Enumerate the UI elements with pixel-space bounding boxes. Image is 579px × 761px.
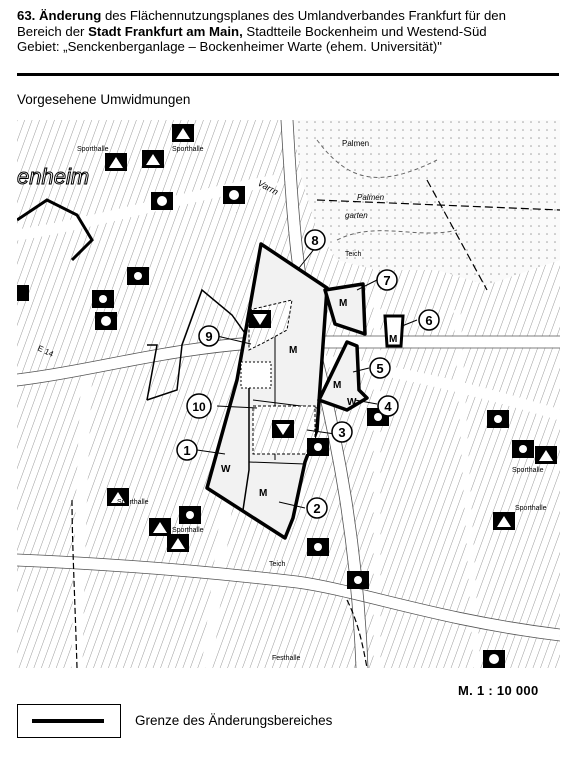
edge-symbol (17, 285, 29, 301)
sporthalle-label-2: Sporthalle (172, 146, 204, 153)
palmen-label: Palmen (342, 139, 370, 148)
sub-area-10 (241, 362, 271, 388)
header-line-3: Gebiet: „Senckenberganlage – Bockenheimer Warte (ehem. Universität)" (17, 39, 442, 54)
zone-letter-w1: W (221, 464, 231, 475)
zone-letter-m3: M (259, 488, 268, 499)
header-line-1-text: des Flächennutzungsplanes des Umlandverbandes Frankfurt für den (104, 8, 506, 23)
map-subtitle: Vorgesehene Umwidmungen (17, 92, 191, 107)
callout-2: 2 (313, 501, 321, 516)
map-svg (17, 120, 560, 668)
e14-label: E 14 (36, 343, 55, 359)
map-header (17, 8, 567, 55)
header-line-2 (17, 24, 567, 40)
callout-10: 10 (192, 400, 206, 414)
legend-symbol-box (17, 704, 121, 738)
sporthalle-label-1: Sporthalle (77, 146, 109, 153)
amendment-number: 63. (17, 8, 36, 23)
zone-letter-m2: M (333, 380, 342, 391)
map-area (17, 120, 560, 668)
sporthalle-label-3: Sporthalle (512, 467, 544, 474)
street-name-label: Varrn (256, 177, 280, 197)
festhalle-label: Festhalle (272, 655, 301, 662)
callout-8: 8 (311, 233, 319, 248)
legend-label: Grenze des Änderungsbereiches (135, 713, 333, 728)
palmengarten-label-b: garten (345, 211, 368, 220)
teich-label-2: Teich (269, 561, 286, 568)
zone-letter-m5: M (389, 334, 398, 345)
zone-letter-m4: M (339, 298, 348, 309)
callout-5: 5 (376, 361, 384, 376)
callout-4: 4 (384, 399, 392, 414)
sporthalle-label-6: Sporthalle (172, 527, 204, 534)
sporthalle-label-4: Sporthalle (515, 505, 547, 512)
zone-letter-w2: W (347, 397, 357, 408)
callout-9: 9 (205, 329, 213, 344)
header-bold-2: Stadt Frankfurt am Main, (88, 23, 243, 39)
header-bold-1: Änderung (39, 8, 102, 23)
teich-label: Teich (345, 251, 362, 258)
sporthalle-label-5: Sporthalle (117, 499, 149, 506)
palmengarten-label-a: Palmen (357, 193, 385, 202)
header-rule (17, 73, 559, 76)
header-line-2-b: Stadtteile Bockenheim und Westend-Süd (246, 23, 487, 39)
legend-boundary-line (32, 719, 104, 723)
callout-7: 7 (383, 273, 391, 288)
header-line-2-a: Bereich der (17, 23, 85, 39)
district-label: enheim (17, 164, 90, 189)
callout-6: 6 (425, 313, 433, 328)
callout-3: 3 (338, 425, 346, 440)
scale-label: M. 1 : 10 000 (458, 683, 539, 698)
header-line-1 (17, 8, 567, 24)
callout-1: 1 (183, 443, 191, 458)
zone-letter-m1: M (289, 345, 298, 356)
